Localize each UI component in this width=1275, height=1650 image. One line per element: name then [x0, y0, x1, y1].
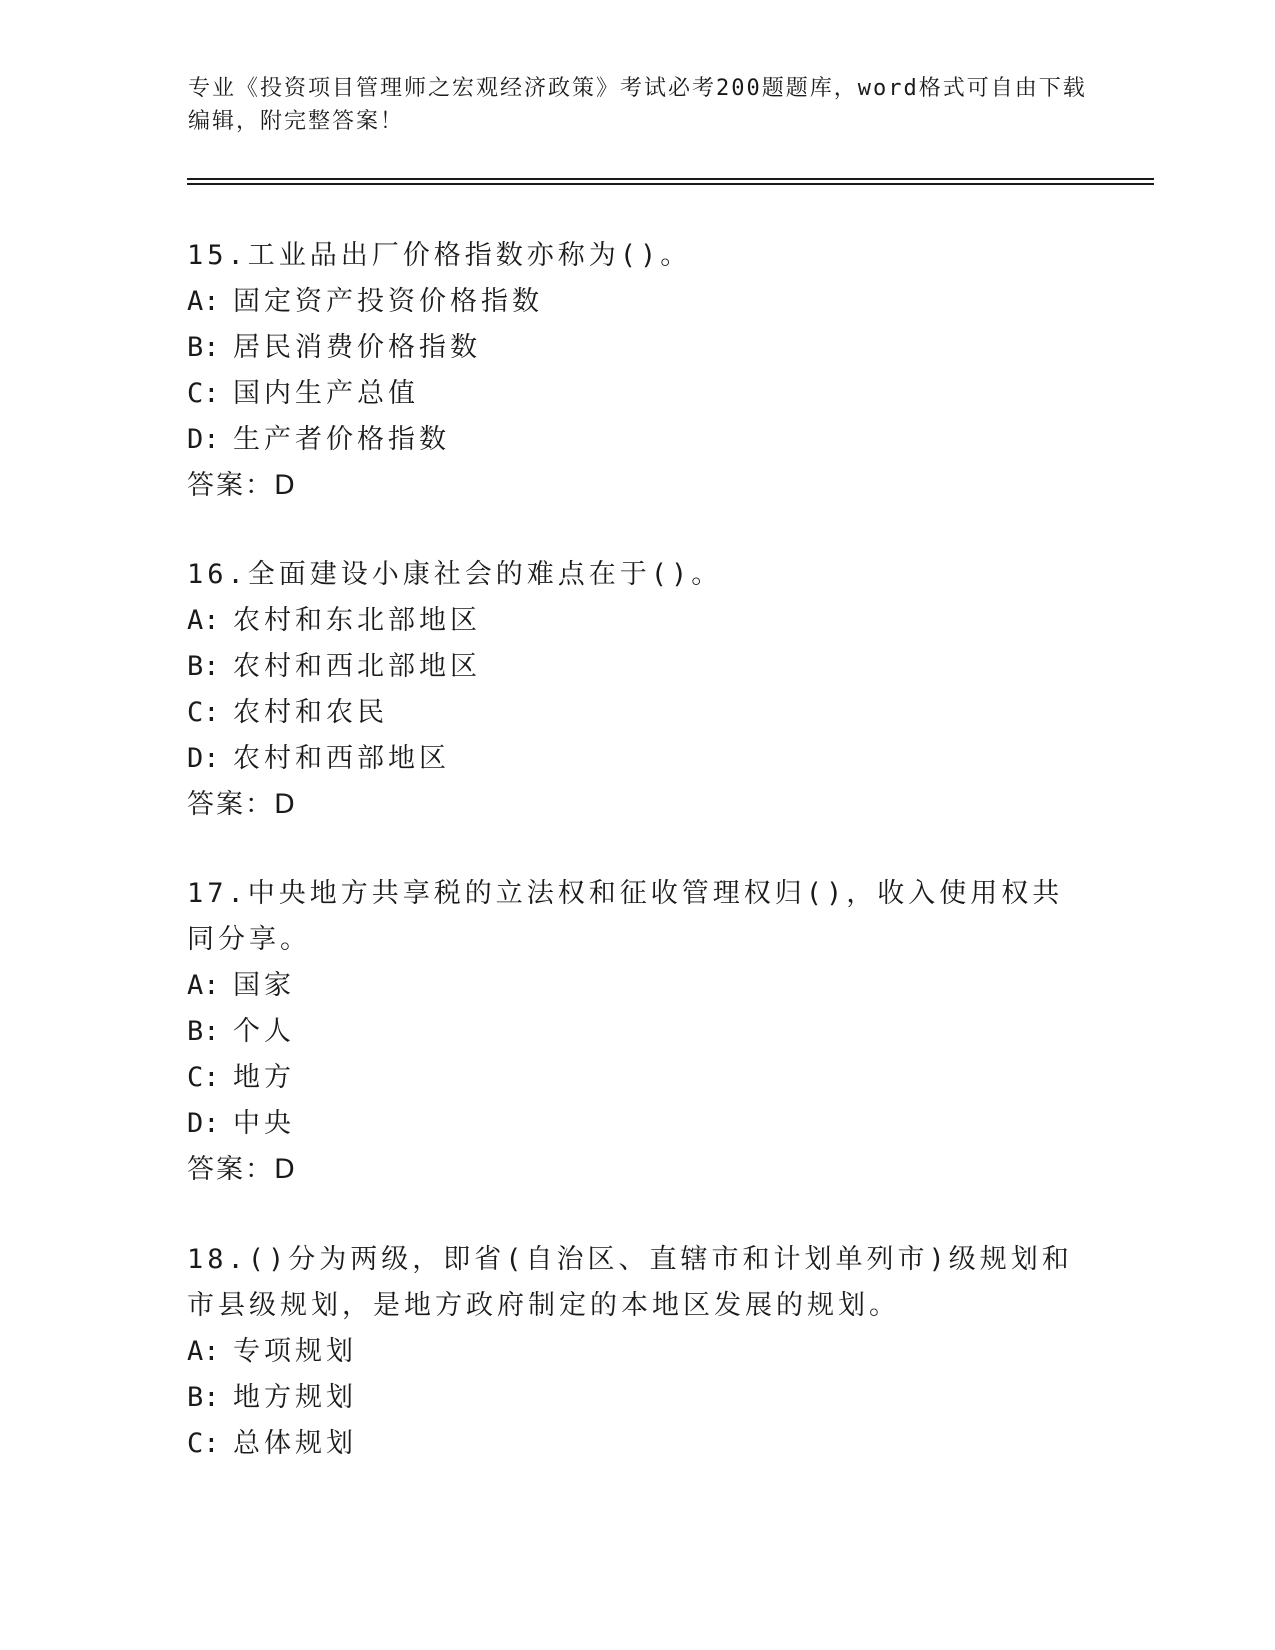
option-b — [187, 325, 1087, 371]
header-text: 专业《投资项目管理师之宏观经济政策》考试必考200题题库，word格式可自由下载编辑，附完整答案！ — [188, 76, 1087, 134]
option-a — [187, 598, 1087, 644]
option-key: A: — [187, 605, 220, 636]
option-key: A: — [187, 1336, 220, 1367]
option-c — [187, 690, 1087, 736]
option-b — [187, 644, 1087, 690]
option-c — [187, 371, 1087, 417]
option-key: B: — [187, 1382, 220, 1413]
option-key: D: — [187, 1108, 220, 1139]
option-text: 生产者价格指数 — [233, 424, 450, 455]
option-text: 专项规划 — [233, 1336, 357, 1367]
option-text: 国内生产总值 — [233, 378, 419, 409]
option-key: C: — [187, 378, 220, 409]
option-text: 国家 — [233, 970, 295, 1001]
option-text: 中央 — [233, 1108, 295, 1139]
option-key: B: — [187, 1016, 220, 1047]
option-text: 居民消费价格指数 — [233, 332, 481, 363]
option-key: B: — [187, 651, 220, 682]
option-key: C: — [187, 697, 220, 728]
option-a — [187, 1329, 1087, 1375]
option-text: 农村和西部地区 — [233, 743, 450, 774]
option-key: D: — [187, 743, 220, 774]
option-d — [187, 417, 1087, 463]
option-a — [187, 279, 1087, 325]
option-key: B: — [187, 332, 220, 363]
option-text: 农村和东北部地区 — [233, 605, 481, 636]
option-a — [187, 963, 1087, 1009]
option-b — [187, 1375, 1087, 1421]
option-text: 地方 — [233, 1062, 295, 1093]
option-text: 农村和农民 — [233, 697, 388, 728]
option-b — [187, 1009, 1087, 1055]
question-17 — [187, 871, 1087, 1193]
option-key: A: — [187, 970, 220, 1001]
question-stem: 16.全面建设小康社会的难点在于()。 — [187, 559, 723, 590]
option-text: 总体规划 — [233, 1428, 357, 1459]
option-text: 个人 — [233, 1016, 295, 1047]
document-header — [188, 72, 1088, 138]
option-key: C: — [187, 1062, 220, 1093]
header-divider-bottom — [187, 183, 1154, 185]
option-text: 农村和西北部地区 — [233, 651, 481, 682]
question-stem: 18.()分为两级，即省(自治区、直辖市和计划单列市)级规划和市县级规划，是地方政府制定的本地区发展的规划。 — [187, 1244, 1073, 1321]
option-key: A: — [187, 286, 220, 317]
option-text: 固定资产投资价格指数 — [233, 286, 543, 317]
answer-line: 答案：D — [187, 470, 297, 501]
question-15 — [187, 233, 1087, 509]
option-d — [187, 736, 1087, 782]
option-c — [187, 1055, 1087, 1101]
question-stem: 15.工业品出厂价格指数亦称为()。 — [187, 240, 692, 271]
answer-line: 答案：D — [187, 789, 297, 820]
option-c — [187, 1421, 1087, 1467]
option-d — [187, 1101, 1087, 1147]
option-key: C: — [187, 1428, 220, 1459]
question-stem: 17.中央地方共享税的立法权和征收管理权归()，收入使用权共同分享。 — [187, 878, 1064, 955]
header-divider-top — [187, 178, 1154, 180]
question-18 — [187, 1237, 1087, 1467]
answer-line: 答案：D — [187, 1154, 297, 1185]
option-key: D: — [187, 424, 220, 455]
option-text: 地方规划 — [233, 1382, 357, 1413]
question-16 — [187, 552, 1087, 828]
